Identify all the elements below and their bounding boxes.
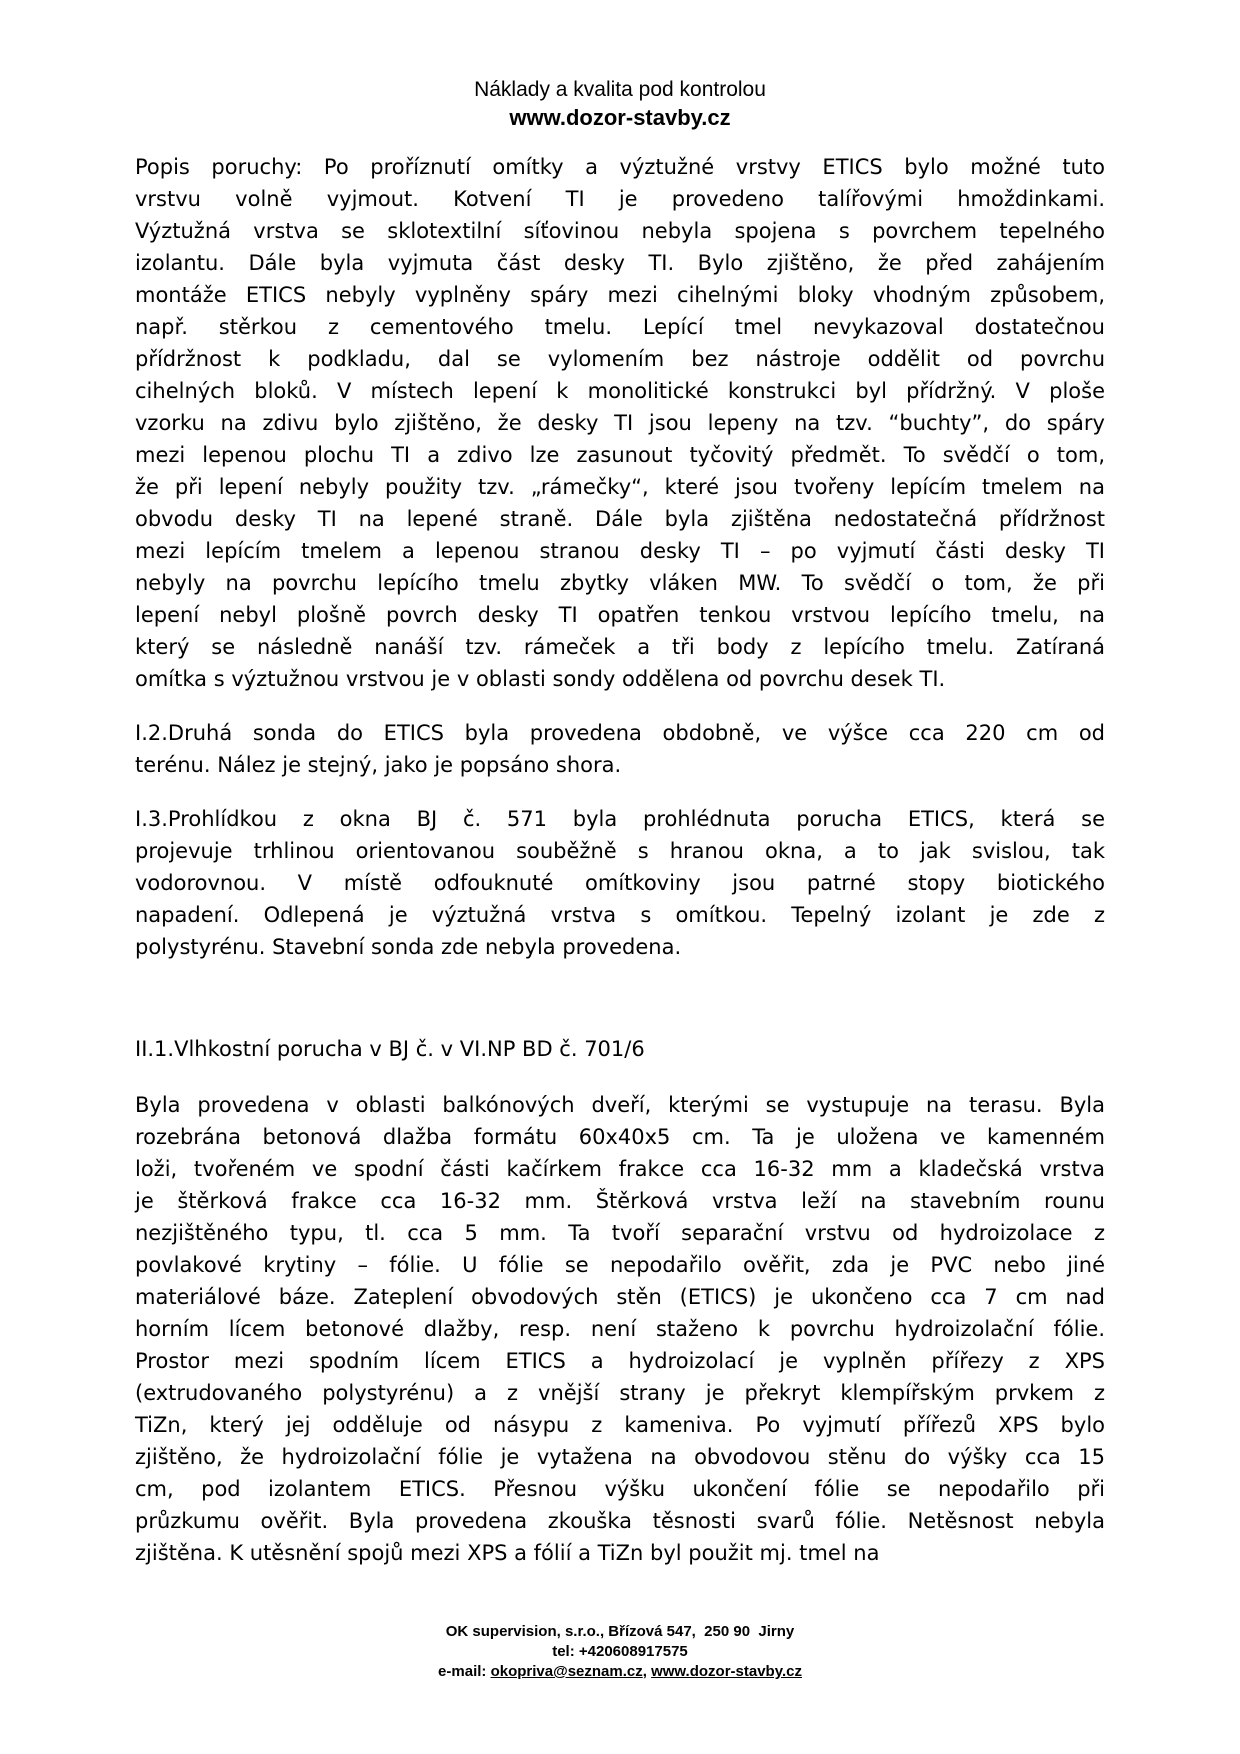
text-line: vrstvu volně vyjmout. Kotvení TI je provedeno talířovými hmoždinkami. <box>135 187 1105 211</box>
text-line: který se následně nanáší tzv. rámeček a tři body z lepícího tmelu. Zatíraná <box>135 635 1105 659</box>
page-footer <box>0 1622 1240 1682</box>
text-line: zjištěno, že hydroizolační fólie je vytažena na obvodovou stěnu do výšky cca 15 <box>135 1445 1105 1469</box>
section-heading <box>135 1033 1105 1065</box>
text-line: je štěrková frakce cca 16-32 mm. Štěrková vrstva leží na stavebním rounu <box>135 1189 1105 1213</box>
text-line: projevuje trhlinou orientovanou souběžně s hranou okna, a to jak svislou, tak <box>135 839 1105 863</box>
text-line: např. stěrkou z cementového tmelu. Lepící tmel nevykazoval dostatečnou <box>135 315 1105 339</box>
text-line: polystyrénu. Stavební sonda zde nebyla provedena. <box>135 935 682 959</box>
document-content <box>135 151 1105 1569</box>
text-line: terénu. Nález je stejný, jako je popsáno shora. <box>135 753 622 777</box>
text-line: I.2.Druhá sonda do ETICS byla provedena obdobně, ve výšce cca 220 cm od <box>135 721 1105 745</box>
footer-website-link[interactable]: www.dozor-stavby.cz <box>651 1663 802 1680</box>
text-line: II.1.Vlhkostní porucha v BJ č. v VI.NP BD č. 701/6 <box>135 1037 645 1061</box>
text-line: vzorku na zdivu bylo zjištěno, že desky TI jsou lepeny na tzv. “buchty”, do spáry <box>135 411 1105 435</box>
text-line: I.3.Prohlídkou z okna BJ č. 571 byla prohlédnuta porucha ETICS, která se <box>135 807 1105 831</box>
text-line: povlakové krytiny – fólie. U fólie se nepodařilo ověřit, zda je PVC nebo jiné <box>135 1253 1105 1277</box>
paragraph <box>135 151 1105 695</box>
text-line: nebyly na povrchu lepícího tmelu zbytky vláken MW. To svědčí o tom, že při <box>135 571 1105 595</box>
text-line: nezjištěného typu, tl. cca 5 mm. Ta tvoří separační vrstvu od hydroizolace z <box>135 1221 1105 1245</box>
text-line: montáže ETICS nebyly vyplněny spáry mezi cihelnými bloky vhodným způsobem, <box>135 283 1105 307</box>
text-line: lepení nebyl plošně povrch desky TI opatřen tenkou vrstvou lepícího tmelu, na <box>135 603 1105 627</box>
header-tagline: Náklady a kvalita pod kontrolou <box>474 78 766 101</box>
footer-email-line <box>0 1662 1240 1682</box>
footer-email-link[interactable]: okopriva@seznam.cz <box>490 1663 643 1680</box>
text-line: rozebrána betonová dlažba formátu 60x40x5 cm. Ta je uložena ve kamenném <box>135 1125 1105 1149</box>
footer-company-address: OK supervision, s.r.o., Břízová 547, 250 90 Jirny <box>445 1623 795 1640</box>
text-line: vodorovnou. V místě odfouknuté omítkoviny jsou patrné stopy biotického <box>135 871 1105 895</box>
text-line: průzkumu ověřit. Byla provedena zkouška těsnosti svarů fólie. Netěsnost nebyla <box>135 1509 1105 1533</box>
text-line: cihelných bloků. V místech lepení k monolitické konstrukci byl přídržný. V ploše <box>135 379 1105 403</box>
text-line: přídržnost k podkladu, dal se vylomením bez nástroje oddělit od povrchu <box>135 347 1105 371</box>
text-line: Prostor mezi spodním lícem ETICS a hydroizolací je vyplněn přířezy z XPS <box>135 1349 1105 1373</box>
footer-phone: tel: +420608917575 <box>552 1643 688 1660</box>
text-line: (extrudovaného polystyrénu) a z vnější strany je překryt klempířským prvkem z <box>135 1381 1105 1405</box>
text-line: mezi lepícím tmelem a lepenou stranou desky TI – po vyjmutí části desky TI <box>135 539 1105 563</box>
paragraph <box>135 803 1105 963</box>
header-website: www.dozor-stavby.cz <box>509 105 731 130</box>
page-header <box>0 76 1240 133</box>
text-line: Popis poruchy: Po proříznutí omítky a výztužné vrstvy ETICS bylo možné tuto <box>135 155 1105 179</box>
text-line: cm, pod izolantem ETICS. Přesnou výšku ukončení fólie se nepodařilo při <box>135 1477 1105 1501</box>
footer-separator: , <box>642 1663 652 1680</box>
text-line: omítka s výztužnou vrstvou je v oblasti sondy oddělena od povrchu desek TI. <box>135 667 946 691</box>
text-line: zjištěna. K utěsnění spojů mezi XPS a fólií a TiZn byl použit mj. tmel na <box>135 1541 880 1565</box>
paragraph <box>135 717 1105 781</box>
text-line: že při lepení nebyly použity tzv. „rámečky“, které jsou tvořeny lepícím tmelem na <box>135 475 1105 499</box>
text-line: TiZn, který jej odděluje od násypu z kameniva. Po vyjmutí přířezů XPS bylo <box>135 1413 1105 1437</box>
text-line: loži, tvořeném ve spodní části kačírkem frakce cca 16-32 mm a kladečská vrstva <box>135 1157 1105 1181</box>
footer-email-label: e-mail: <box>438 1663 491 1680</box>
text-line: obvodu desky TI na lepené straně. Dále byla zjištěna nedostatečná přídržnost <box>135 507 1105 531</box>
text-line: mezi lepenou plochu TI a zdivo lze zasunout tyčovitý předmět. To svědčí o tom, <box>135 443 1105 467</box>
text-line: Výztužná vrstva se sklotextilní síťovinou nebyla spojena s povrchem tepelného <box>135 219 1105 243</box>
text-line: materiálové báze. Zateplení obvodových stěn (ETICS) je ukončeno cca 7 cm nad <box>135 1285 1105 1309</box>
text-line: izolantu. Dále byla vyjmuta část desky TI. Bylo zjištěno, že před zahájením <box>135 251 1105 275</box>
text-line: Byla provedena v oblasti balkónových dveří, kterými se vystupuje na terasu. Byla <box>135 1093 1105 1117</box>
text-line: napadení. Odlepená je výztužná vrstva s omítkou. Tepelný izolant je zde z <box>135 903 1105 927</box>
paragraph <box>135 1089 1105 1569</box>
text-line: horním lícem betonové dlažby, resp. není staženo k povrchu hydroizolační fólie. <box>135 1317 1105 1341</box>
